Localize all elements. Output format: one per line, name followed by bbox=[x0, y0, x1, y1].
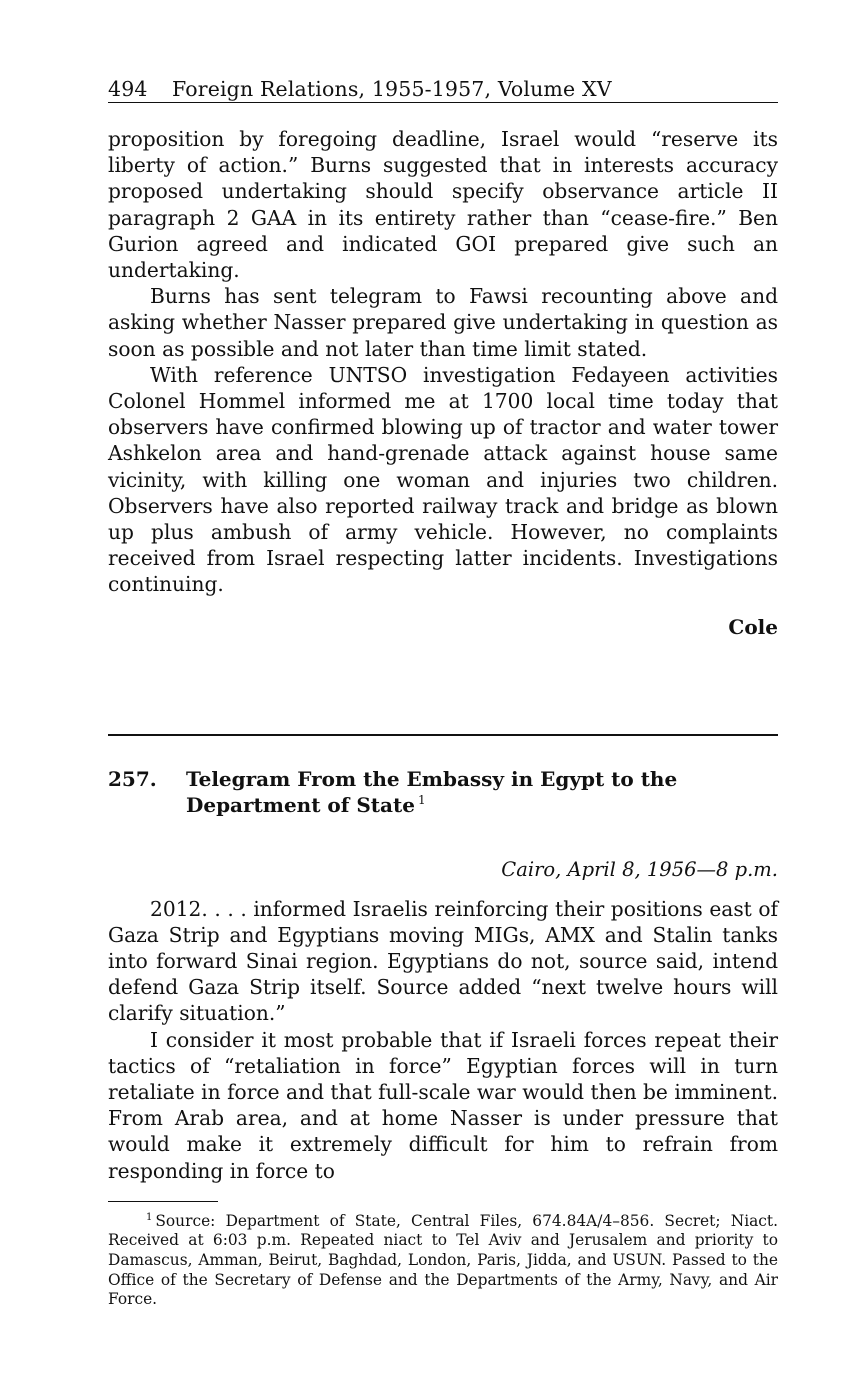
dateline: Cairo, April 8, 1956—8 p.m. bbox=[501, 857, 778, 881]
continuation-paragraph-1: proposition by foregoing deadline, Israel would “reserve its liberty of action.” Burns suggested that in interests accuracy proposed undertaking should specify observance article II paragraph 2 GAA in its entirety rather than “cease-fire.” Ben Gurion agreed and indicated GOI prepared give such an undertaking. bbox=[108, 127, 778, 283]
page-number: 494 bbox=[108, 77, 148, 101]
document-page bbox=[108, 78, 778, 1325]
document-body bbox=[108, 896, 778, 1184]
continuation-section bbox=[108, 126, 778, 639]
document-title-wrap bbox=[186, 766, 778, 818]
signature: Cole bbox=[728, 614, 778, 639]
continuation-paragraph-3: With reference UNTSO investigation Fedayeen activities Colonel Hommel informed me at 1700 local time today that observers have confirmed blowing up of tractor and water tower Ashkelon area and hand-grenade attack against house same vicinity, with killing one woman and injuries two children. Observers have also reported railway track and bridge as blown up plus ambush of army vehicle. However, no complaints received from Israel respecting latter incidents. Investigations continuing. bbox=[108, 362, 778, 597]
footnote-reference: 1 bbox=[417, 793, 426, 807]
document-number: 257. bbox=[108, 766, 157, 791]
continuation-paragraph-2: Burns has sent telegram to Fawsi recounting above and asking whether Nasser prepared give undertaking in question as soon as possible and not later than time limit stated. bbox=[108, 284, 778, 361]
section-divider bbox=[108, 734, 778, 736]
document-paragraph-2: I consider it most probable that if Israeli forces repeat their tactics of “retaliation in force” Egyptian forces will in turn retaliate in force and that full-scale war would then be imminent. From Arab area, and at home Nasser is under pressure that would make it extremely difficult for him to refrain from responding in force to bbox=[108, 1027, 778, 1183]
running-head bbox=[108, 78, 778, 103]
document-heading bbox=[108, 766, 778, 818]
footnote-divider bbox=[108, 1201, 218, 1202]
document-paragraph-1: 2012. . . . informed Israelis reinforcing their positions east of Gaza Strip and Egyptians moving MIGs, AMX and Stalin tanks into forward Sinai region. Egyptians do not, source said, intend defend Gaza Strip itself. Source added “next twelve hours will clarify situation.” bbox=[108, 896, 778, 1026]
document-title: Telegram From the Embassy in Egypt to the Department of State bbox=[186, 766, 678, 817]
footnote-number: 1 bbox=[146, 1211, 153, 1223]
footnote bbox=[108, 1212, 778, 1310]
footnote-text: Source: Department of State, Central Files, 674.84A/4–856. Secret; Niact. Received at 6:03 p.m. Repeated niact to Tel Aviv and Jerusalem and priority to Damascus, Amman, Beirut, Baghdad, London, Paris, Jidda, and USUN. Passed to the Office of the Secretary of Defense and the Departments of the Army, Navy, and Air Force. bbox=[108, 1211, 778, 1309]
volume-title: Foreign Relations, 1955-1957, Volume XV bbox=[172, 77, 612, 101]
